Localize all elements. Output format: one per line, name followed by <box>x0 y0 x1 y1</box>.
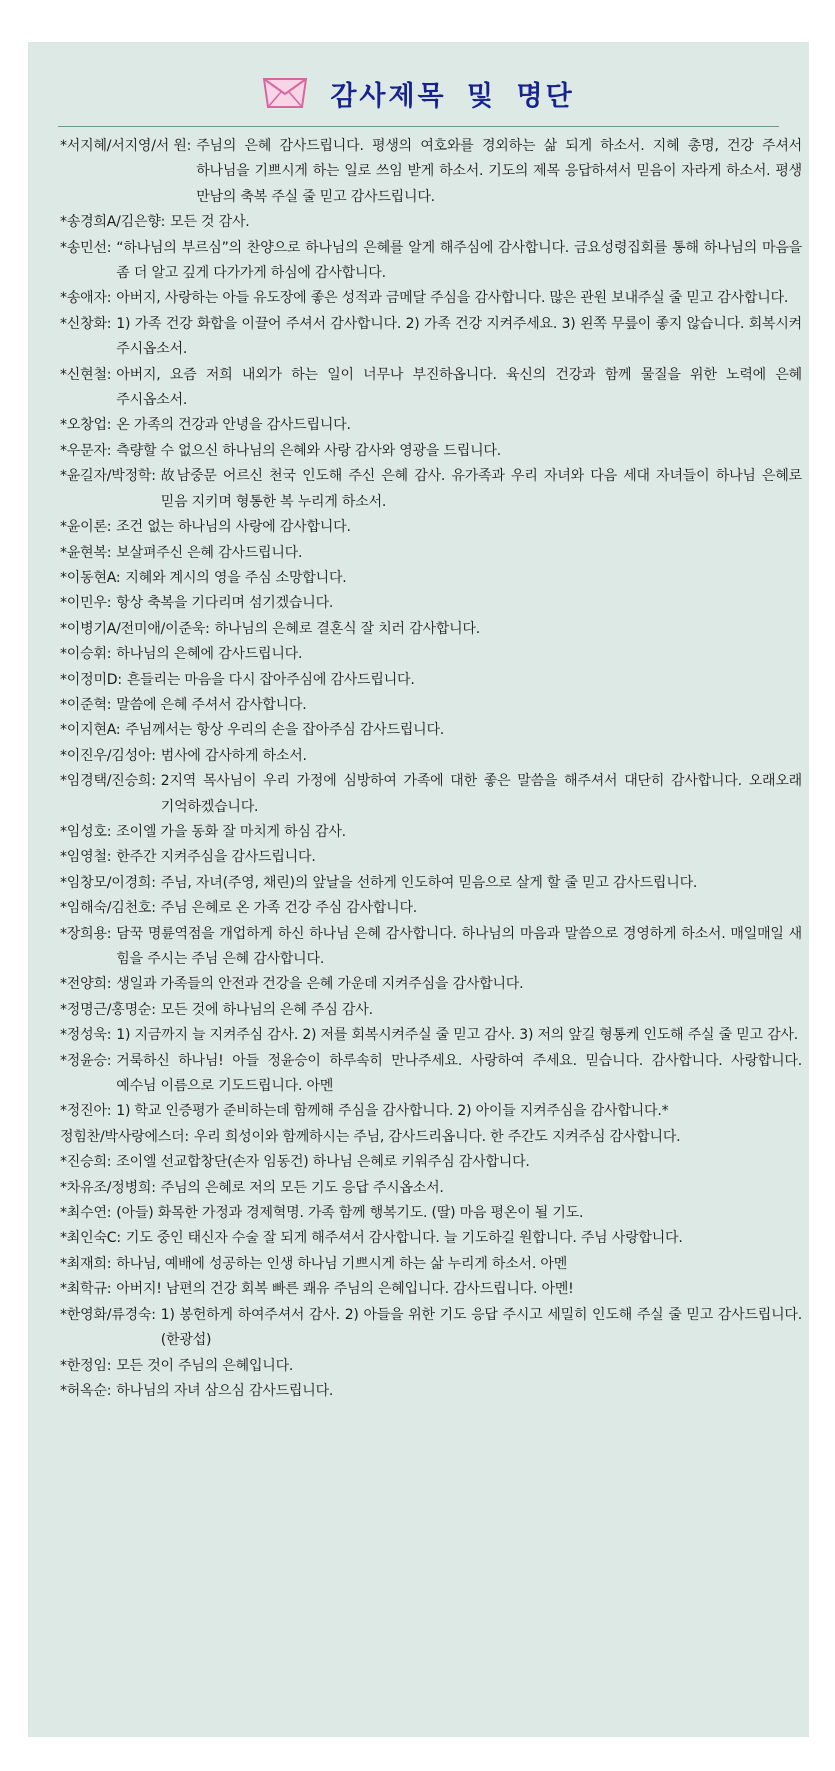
list-item <box>60 1150 802 1175</box>
entry-message: 조건 없는 하나님의 사랑에 감사합니다. <box>116 519 351 536</box>
entry-message: 1) 학교 인증평가 준비하는데 함께해 주심을 감사합니다. 2) 아이들 지켜주심을 감사합니다.* <box>116 1103 669 1120</box>
entry-message: 하나님, 예배에 성공하는 인생 하나님 기쁘시게 하는 삶 누리게 하소서. 아멘 <box>116 1255 568 1272</box>
list-item <box>60 1125 802 1150</box>
list-item <box>60 1201 802 1226</box>
entry-message: (아들) 화목한 가정과 경제혁명. 가족 함께 행복기도. (딸) 마음 평온이 될 기도. <box>116 1205 584 1222</box>
entry-name: *송애자: <box>60 290 112 307</box>
entry-message: “하나님의 부르심”의 찬양으로 하나님의 은혜를 알게 해주심에 감사합니다. 금요성령집회를 통해 하나님의 마음을 좀 더 알고 깊게 다가가게 하심에 감사합니다. <box>116 239 802 282</box>
entry-message: 보살펴주신 은혜 감사드립니다. <box>116 544 303 561</box>
entry-name: *윤이론: <box>60 519 112 536</box>
entry-message: 조이엘 선교합창단(손자 임동건) 하나님 은혜로 키워주심 감사합니다. <box>116 1154 530 1171</box>
entry-message: 주님의 은혜 감사드립니다. 평생의 여호와를 경외하는 삶 되게 하소서. 지혜 총명, 건강 주셔서 하나님을 기쁘시게 하는 일로 쓰임 받게 하소서. 기도의 제목 응답하셔서 믿음이 자라게 하소서. 평생 만남의 축복 주실 줄 믿고 감사드립니다. <box>196 138 802 205</box>
list-item <box>60 515 802 540</box>
entry-name: *이정미D: <box>60 671 122 688</box>
list-item <box>60 1049 802 1100</box>
list-item <box>60 439 802 464</box>
list-item <box>60 845 802 870</box>
entry-name: *이지현A: <box>60 722 121 739</box>
entry-name: *송민선: <box>60 239 112 256</box>
entry-message: 1) 봉헌하게 하여주셔서 감사. 2) 아들을 위한 기도 응답 주시고 세밀히 인도해 주실 줄 믿고 감사드립니다. (한광섭) <box>160 1306 802 1349</box>
list-item <box>60 769 802 820</box>
list-item <box>60 1099 802 1124</box>
entry-message: 故남중문 어르신 천국 인도해 주신 은혜 감사. 유가족과 우리 자녀와 다음 세대 자녀들이 하나님 은혜로 믿음 지키며 형통한 복 누리게 하소서. <box>160 468 802 510</box>
entry-message: 하나님의 자녀 삼으심 감사드립니다. <box>116 1382 334 1399</box>
entry-name: *임창모/이경희: <box>60 874 156 891</box>
entry-message: 흔들리는 마음을 다시 잡아주심에 감사드립니다. <box>126 671 415 688</box>
entry-message: 하나님의 은혜로 결혼식 잘 치러 감사합니다. <box>214 620 480 637</box>
list-item <box>60 718 802 743</box>
entry-message: 한주간 지켜주심을 감사드립니다. <box>116 849 316 866</box>
entry-message: 모든 것 감사. <box>170 214 250 231</box>
entry-name: *우문자: <box>60 442 112 459</box>
entry-message: 아버지, 요즘 저희 내외가 하는 일이 너무나 부진하옵니다. 육신의 건강과 함께 물질을 위한 노력에 은혜 주시옵소서. <box>116 366 802 409</box>
entry-name: *오창업: <box>60 417 112 434</box>
list-item <box>60 820 802 845</box>
entry-name: *진승희: <box>60 1154 112 1171</box>
entry-name: *이준혁: <box>60 696 112 713</box>
entry-message: 하나님의 은혜에 감사드립니다. <box>116 646 303 663</box>
entry-message: 주님, 자녀(주영, 채린)의 앞날을 선하게 인도하여 믿음으로 살게 할 줄 믿고 감사드립니다. <box>160 874 698 891</box>
list-item <box>60 541 802 566</box>
list-item <box>60 668 802 693</box>
entry-name: *최재희: <box>60 1255 112 1272</box>
entry-name: 정힘찬/박사랑에스더: <box>60 1128 189 1145</box>
entry-name: *서지혜/서지영/서 원: <box>60 138 192 154</box>
list-item <box>60 693 802 718</box>
entry-name: *정윤승: <box>60 1052 112 1069</box>
list-item <box>60 922 802 973</box>
list-item <box>60 1176 802 1201</box>
entry-name: *최수연: <box>60 1205 112 1222</box>
entry-message: 주님 은혜로 온 가족 건강 주심 감사합니다. <box>160 900 418 917</box>
entry-list <box>60 134 802 1404</box>
entry-name: *이민우: <box>60 595 112 612</box>
list-item <box>60 896 802 921</box>
entry-message: 아버지! 남편의 건강 회복 빠른 쾌유 주님의 은혜입니다. 감사드립니다. 아멘! <box>116 1281 574 1298</box>
entry-message: 측량할 수 없으신 하나님의 은혜와 사랑 감사와 영광을 드립니다. <box>116 442 501 459</box>
entry-message: 범사에 감사하게 하소서. <box>160 747 307 764</box>
entry-name: *신현철: <box>60 366 112 383</box>
entry-message: 2지역 목사님이 우리 가정에 심방하여 가족에 대한 좋은 말씀을 해주셔서 대단히 감사합니다. 오래오래 기억하겠습니다. <box>160 773 802 815</box>
list-item <box>60 591 802 616</box>
list-item <box>60 286 802 311</box>
list-item <box>60 972 802 997</box>
entry-message: 항상 축복을 기다리며 섬기겠습니다. <box>116 595 334 612</box>
title-divider <box>58 126 779 127</box>
list-item <box>60 1354 802 1379</box>
entry-name: *이병기A/전미애/이준욱: <box>60 620 210 637</box>
entry-name: *송경희A/김은향: <box>60 214 166 231</box>
entry-name: *차유조/정병희: <box>60 1179 156 1196</box>
entry-message: 우리 희성이와 함께하시는 주님, 감사드리옵니다. 한 주간도 지켜주심 감사합니다. <box>193 1128 681 1145</box>
entry-name: *임해숙/김천호: <box>60 900 156 917</box>
entry-name: *한영화/류경숙: <box>60 1306 156 1323</box>
list-item <box>60 617 802 642</box>
list-item <box>60 1277 802 1302</box>
list-item <box>60 464 802 515</box>
entry-name: *신창화: <box>60 315 112 332</box>
entry-name: *한정임: <box>60 1357 112 1374</box>
entry-message: 주님께서는 항상 우리의 손을 잡아주심 감사드립니다. <box>125 722 445 739</box>
entry-name: *윤길자/박정학: <box>60 468 156 485</box>
thanksgiving-panel <box>28 42 809 1737</box>
entry-name: *이진우/김성아: <box>60 747 156 764</box>
entry-message: 주님의 은혜로 저의 모든 기도 응답 주시옵소서. <box>160 1179 444 1196</box>
entry-name: *정진아: <box>60 1103 112 1120</box>
entry-message: 온 가족의 건강과 안녕을 감사드립니다. <box>116 417 351 434</box>
entry-name: *최인숙C: <box>60 1230 121 1247</box>
entry-message: 모든 것에 하나님의 은혜 주심 감사. <box>160 1001 373 1018</box>
entry-message: 지혜와 계시의 영을 주심 소망합니다. <box>125 569 347 586</box>
entry-name: *정성욱: <box>60 1027 112 1044</box>
entry-message: 조이엘 가을 동화 잘 마치게 하심 감사. <box>116 823 346 840</box>
entry-message: 모든 것이 주님의 은혜입니다. <box>116 1357 294 1374</box>
entry-message: 아버지, 사랑하는 아들 유도장에 좋은 성적과 금메달 주심을 감사합니다. 많은 관원 보내주실 줄 믿고 감사합니다. <box>116 290 789 307</box>
entry-message: 생일과 가족들의 안전과 건강을 은혜 가운데 지켜주심을 감사합니다. <box>116 976 524 993</box>
list-item <box>60 1303 802 1354</box>
entry-name: *전양희: <box>60 976 112 993</box>
page-title: 감사제목 및 명단 <box>330 80 575 112</box>
list-item <box>60 413 802 438</box>
list-item <box>60 1379 802 1404</box>
entry-message: 담꾹 명륜역점을 개업하게 하신 하나님 은혜 감사합니다. 하나님의 마음과 말씀으로 경영하게 하소서. 매일매일 새 힘을 주시는 주님 은혜 감사합니다. <box>116 925 802 967</box>
entry-name: *장희용: <box>60 925 112 942</box>
entry-name: *최학규: <box>60 1281 112 1298</box>
entry-message: 기도 중인 태신자 수술 잘 되게 해주셔서 감사합니다. 늘 기도하길 원합니다. 주님 사랑합니다. <box>125 1230 683 1247</box>
entry-message: 말씀에 은혜 주셔서 감사합니다. <box>116 696 307 713</box>
entry-name: *허옥순: <box>60 1382 112 1399</box>
entry-message: 거룩하신 하나님! 아들 정윤승이 하루속히 만나주세요. 사랑하여 주세요. 믿습니다. 감사합니다. 사랑합니다. 예수님 이름으로 기도드립니다. 아멘 <box>116 1052 802 1095</box>
list-item <box>60 312 802 363</box>
list-item <box>60 363 802 414</box>
entry-message: 1) 지금까지 늘 지켜주심 감사. 2) 저를 회복시켜주실 줄 믿고 감사. 3) 저의 앞길 형통케 인도해 주실 줄 믿고 감사. <box>116 1027 798 1044</box>
list-item <box>60 134 802 210</box>
entry-name: *임성호: <box>60 823 112 840</box>
list-item <box>60 210 802 235</box>
envelope-icon <box>262 76 308 110</box>
header <box>28 66 809 120</box>
list-item <box>60 871 802 896</box>
list-item <box>60 1023 802 1048</box>
entry-name: *이승휘: <box>60 646 112 663</box>
entry-name: *이동현A: <box>60 569 121 586</box>
entry-name: *정명근/홍명순: <box>60 1001 156 1018</box>
list-item <box>60 642 802 667</box>
list-item <box>60 566 802 591</box>
list-item <box>60 236 802 287</box>
entry-name: *임영철: <box>60 849 112 866</box>
list-item <box>60 1252 802 1277</box>
list-item <box>60 1226 802 1251</box>
list-item <box>60 998 802 1023</box>
entry-message: 1) 가족 건강 화합을 이끌어 주셔서 감사합니다. 2) 가족 건강 지켜주세요. 3) 왼쪽 무릎이 좋지 않습니다. 회복시켜 주시옵소서. <box>116 315 802 358</box>
entry-name: *윤현복: <box>60 544 112 561</box>
list-item <box>60 744 802 769</box>
entry-name: *임경택/진승희: <box>60 773 156 790</box>
